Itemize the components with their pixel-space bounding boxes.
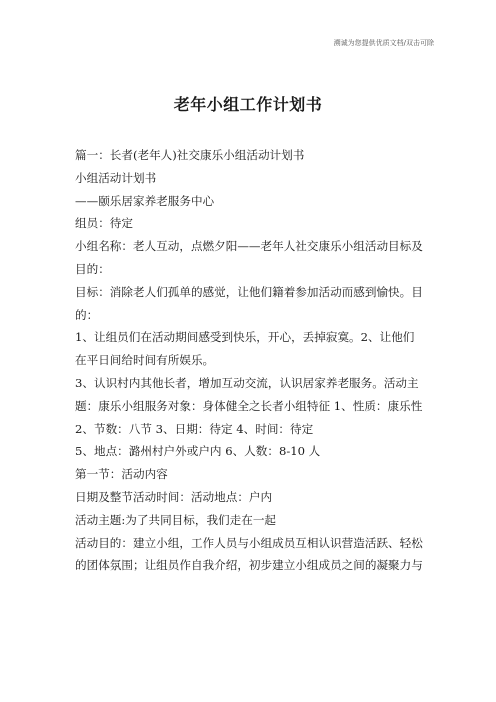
paragraph: ——颐乐居家养老服务中心	[75, 193, 215, 208]
paragraph: 3、认识村内其他长者，增加互动交流，认识居家养老服务。活动主题：康乐小组服务对象：身体健全之长者小组特征 1、性质：康乐性 2、节数：八节 3、日期：待定 4、时间：待定	[75, 375, 423, 436]
paragraph: 组员：待定	[75, 216, 133, 231]
paragraph: 篇一：长者(老年人)社交康乐小组活动计划书	[75, 148, 305, 162]
paragraph: 第一节：活动内容	[75, 467, 168, 482]
paragraph: 小组名称：老人互动，点燃夕阳——老年人社交康乐小组活动目标及目的：	[75, 239, 423, 276]
header-note: 溯诚为您提供优质文档/双击可除	[333, 39, 434, 47]
paragraph: 目标：消除老人们孤单的感觉，让他们籍着参加活动而感到愉快。目的：	[75, 284, 423, 322]
document-body	[75, 144, 423, 577]
paragraph: 1、让组员们在活动期间感受到快乐，开心，丢掉寂寞。2、让他们在平日间给时间有所娱乐。	[75, 330, 415, 368]
paragraph: 活动目的：建立小组，工作人员与小组成员互相认识营造活跃、轻松的团体氛围；让组员作自我介绍，初步建立小组成员之间的凝聚力与	[75, 535, 423, 573]
paragraph: 5、地点：潞州村户外或户内 6、人数：8-10 人	[75, 444, 321, 459]
paragraph: 日期及整节活动时间：活动地点：户内	[75, 489, 273, 504]
paragraph: 活动主题:为了共同目标，我们走在一起	[75, 512, 277, 527]
document-title: 老年小组工作计划书	[173, 95, 323, 114]
paragraph: 小组活动计划书	[75, 170, 157, 185]
